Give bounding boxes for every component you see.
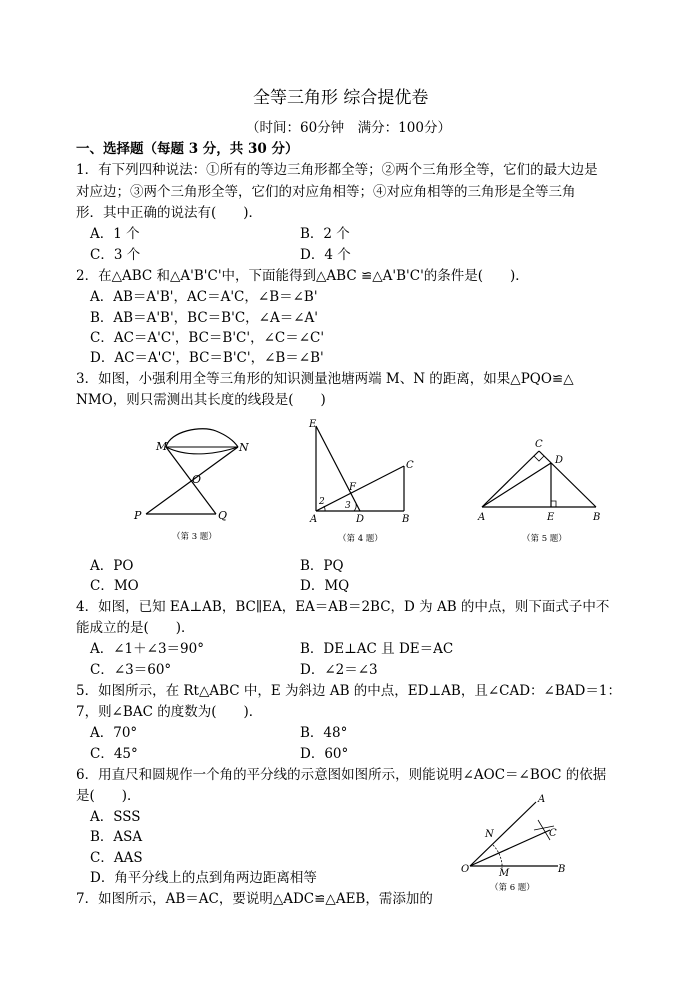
q6-line1: 6．用直尺和圆规作一个角的平分线的示意图如图所示，则能说明∠AOC＝∠BOC 的依据 <box>76 767 607 783</box>
q2-option-c: C．AC＝A'C'，BC＝B'C'，∠C＝∠C' <box>90 330 325 346</box>
q6-option-b: B．ASA <box>90 829 143 845</box>
fig3-label-n: N <box>239 441 249 454</box>
q6-option-d: D．角平分线上的点到角两边距离相等 <box>90 870 317 886</box>
q2-option-d: D．AC＝A'C'，BC＝B'C'，∠B＝∠B' <box>90 350 324 366</box>
page-subtitle: （时间：60分钟 满分：100分） <box>246 120 451 136</box>
q3-option-a: A．PO <box>90 558 134 574</box>
fig3-label-o: O <box>192 473 202 486</box>
q3-option-b: B．PQ <box>300 558 344 574</box>
q1-option-d: D．4 个 <box>300 247 351 263</box>
q6-option-c: C．AAS <box>90 850 143 866</box>
section-heading: 一、选择题（每题 3 分，共 30 分） <box>76 141 299 157</box>
figure-5-diagram <box>476 435 606 525</box>
fig6-label-o: O <box>461 864 470 875</box>
q5-option-b: B．48° <box>300 725 348 741</box>
figure-6-diagram <box>458 790 578 880</box>
fig5-label-b: B <box>593 512 601 523</box>
q4-option-b: B．DE⊥AC 且 DE＝AC <box>300 641 454 657</box>
q7-line1: 7．如图所示，AB＝AC，要说明△ADC≌△AEB，需添加的 <box>76 891 433 907</box>
q5-option-d: D．60° <box>300 746 349 762</box>
figure-4-caption: （第 4 题） <box>338 534 383 544</box>
q5-line1: 5．如图所示，在 Rt△ABC 中，E 为斜边 AB 的中点，ED⊥AB，且∠CAD：∠BAD＝1： <box>76 683 621 699</box>
q5-line2: 7，则∠BAC 的度数为( )． <box>76 704 263 720</box>
q4-option-d: D．∠2＝∠3 <box>300 662 378 678</box>
figure-3-caption: （第 3 题） <box>172 532 217 542</box>
fig3-label-q: Q <box>218 509 228 522</box>
q4-line2: 能成立的是( )． <box>76 620 195 636</box>
q3-option-c: C．MO <box>90 578 139 594</box>
page-title: 全等三角形 综合提优卷 <box>253 88 429 108</box>
fig4-label-e: E <box>309 419 317 430</box>
figure-5-caption: （第 5 题） <box>522 534 567 544</box>
q3-option-d: D．MQ <box>300 578 350 594</box>
fig6-label-a: A <box>538 794 546 805</box>
fig5-label-d: D <box>555 455 564 466</box>
fig3-label-m: M <box>156 440 168 453</box>
fig5-label-a: A <box>478 512 486 523</box>
fig3-label-p: P <box>134 509 142 522</box>
fig4-label-b: B <box>402 514 410 525</box>
q4-option-a: A．∠1＋∠3＝90° <box>90 641 204 657</box>
q4-line1: 4．如图，已知 EA⊥AB，BC∥EA，EA＝AB＝2BC，D 为 AB 的中点，则下面式子中不 <box>76 599 610 615</box>
q1-line3: 形．其中正确的说法有( )． <box>76 205 263 221</box>
fig4-label-d: D <box>356 514 365 525</box>
q2-option-b: B．AB＝A'B'，BC＝B'C，∠A＝∠A' <box>90 310 318 326</box>
q1-line2: 对应边；③两个三角形全等，它们的对应角相等；④对应角相等的三角形是全等三角 <box>76 184 576 200</box>
q5-option-c: C．45° <box>90 746 138 762</box>
figure-4-diagram <box>305 418 425 528</box>
q6-option-a: A．SSS <box>90 809 141 825</box>
fig4-label-2: 2 <box>319 497 325 507</box>
q1-option-c: C．3 个 <box>90 247 141 263</box>
q6-line2: 是( )． <box>76 788 141 804</box>
fig6-label-c: C <box>549 828 557 839</box>
fig4-label-f: F <box>349 482 356 493</box>
q3-line2: NMO，则只需测出其长度的线段是( ) <box>76 392 326 408</box>
q1-option-a: A．1 个 <box>90 226 140 242</box>
fig5-label-c: C <box>535 439 543 450</box>
q3-line1: 3．如图，小强利用全等三角形的知识测量池塘两端 M、N 的距离，如果△PQO≌△ <box>76 371 574 387</box>
fig6-label-n: N <box>485 829 494 840</box>
fig4-label-a: A <box>310 514 318 525</box>
fig6-label-b: B <box>558 864 566 875</box>
q4-option-c: C．∠3＝60° <box>90 662 172 678</box>
q1-line1: 1．有下列四种说法：①所有的等边三角形都全等；②两个三角形全等，它们的最大边是 <box>76 162 598 178</box>
fig5-label-e: E <box>547 512 555 523</box>
figure-6-caption: （第 6 题） <box>490 883 535 893</box>
q5-option-a: A．70° <box>90 725 138 741</box>
q2-option-a: A．AB＝A'B'，AC＝A'C，∠B＝∠B' <box>90 289 318 305</box>
q2-line1: 2．在△ABC 和△A'B'C'中，下面能得到△ABC ≌△A'B'C'的条件是( )． <box>76 268 529 284</box>
figure-3-diagram <box>130 425 250 525</box>
fig4-label-c: C <box>406 460 414 471</box>
fig4-label-3: 3 <box>345 501 351 511</box>
q1-option-b: B．2 个 <box>300 226 350 242</box>
fig6-label-m: M <box>499 868 510 879</box>
